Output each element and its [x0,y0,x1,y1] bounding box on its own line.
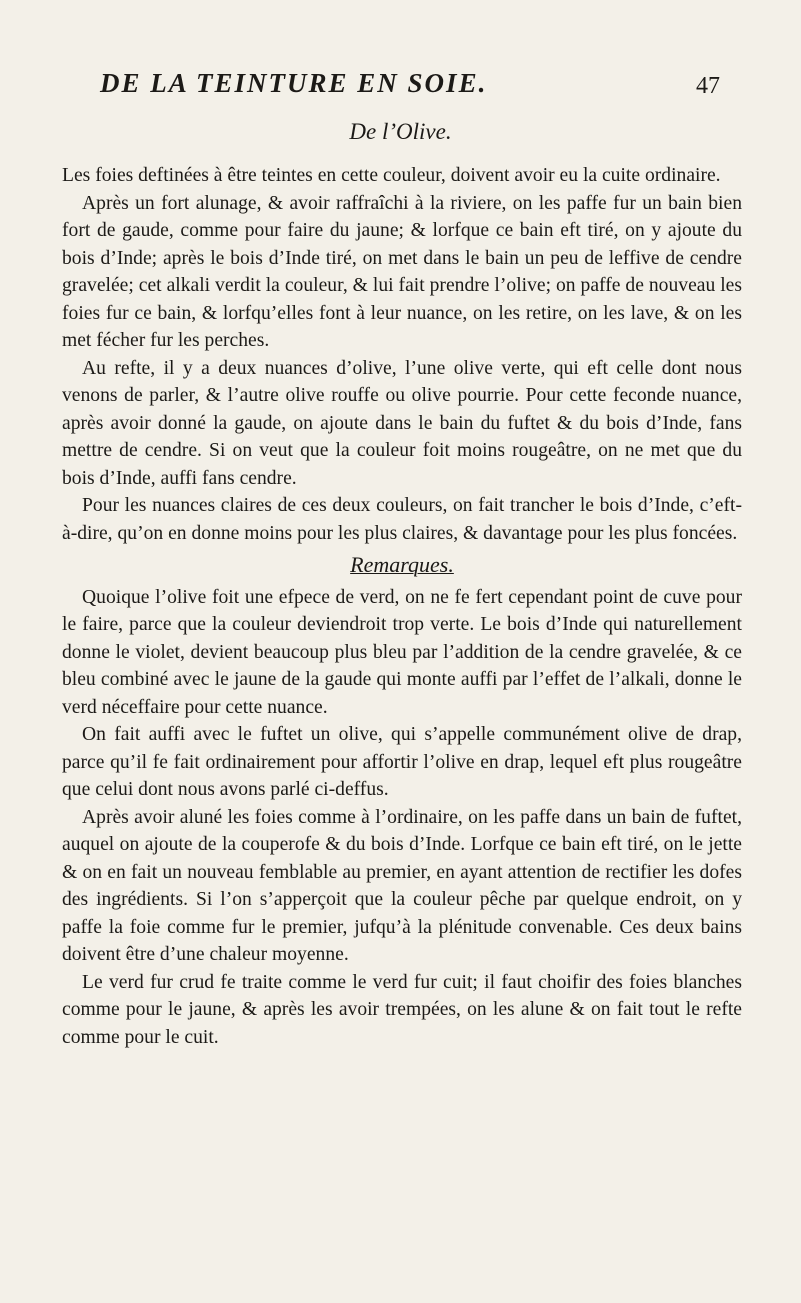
section-title: De l’Olive. [349,119,452,144]
page-number: 47 [696,73,720,99]
paragraph: Les foies deftinées à être teintes en cette couleur, doivent avoir eu la cuite ordinaire. [62,165,721,186]
paragraph: Quoique l’olive foit une efpece de verd, on ne fe fert cependant point de cuve pour le faire, parce que la couleur deviendroit trop verte. Le bois d’Inde qui naturellement donne le violet, devient beaucoup plus bleu par l’addition de la cendre gravelée, & ce bleu combiné avec le jaune de la gaude qui monte auffi par l’effet de l’alkali, donne le verd néceffaire pour cette nuance. [62,586,742,718]
paragraph: On fait auffi avec le fuftet un olive, qui s’appelle communément olive de drap, parce qu’il fe fait ordinairement pour affortir l’olive en drap, lequel eft plus rougeâtre que celui dont nous avons parlé ci-deffus. [62,724,742,800]
body-text [62,162,742,1051]
paragraph: Après un fort alunage, & avoir raffraîchi à la riviere, on les paffe fur un bain bien fort de gaude, comme pour faire du jaune; & lorfque ce bain eft tiré, on y ajoute du bois d’Inde; après le bois d’Inde tiré, on met dans le bain un peu de leffive de cendre gravelée; cet alkali verdit la couleur, & lui fait prendre l’olive; on paffe de nouveau les foies fur ce bain, & lorfqu’elles font à leur nuance, on les retire, on les lave, & on les met fécher fur les perches. [62,192,742,351]
paragraph: Le verd fur crud fe traite comme le verd fur cuit; il faut choifir des foies blanches comme pour le jaune, & après les avoir trempées, on les alune & on fait tout le refte comme pour le cuit. [62,971,742,1048]
paragraph: Pour les nuances claires de ces deux couleurs, on fait trancher le bois d’Inde, c’eft-à-dire, qu’on en donne moins pour les plus claires, & davantage pour les plus foncées. [62,495,742,544]
running-title: DE LA TEINTURE EN SOIE. [100,68,488,98]
paragraph: Au refte, il y a deux nuances d’olive, l’une olive verte, qui eft celle dont nous venons de parler, & l’autre olive rouffe ou olive pourrie. Pour cette feconde nuance, après avoir donné la gaude, on ajoute dans le bain du fuftet & du bois d’Inde, fans mettre de cendre. Si on veut que la couleur foit moins rougeâtre, on ne met que du bois d’Inde, auffi fans cendre. [62,357,742,489]
remarks-heading: Remarques. [350,552,454,577]
paragraph: Après avoir aluné les foies comme à l’ordinaire, on les paffe dans un bain de fuftet, auquel on ajoute de la couperofe & du bois d’Inde. Lorfque ce bain eft tiré, on le jette & on en fait un nouveau femblable au premier, en ayant attention de rectifier les dofes des ingrédients. Si l’on s’apperçoit que la couleur pêche par quelque endroit, on y paffe la foie comme fur le premier, jufqu’à la plénitude convenable. Ces deux bains doivent être d’une chaleur moyenne. [62,806,742,965]
running-head [0,68,801,108]
